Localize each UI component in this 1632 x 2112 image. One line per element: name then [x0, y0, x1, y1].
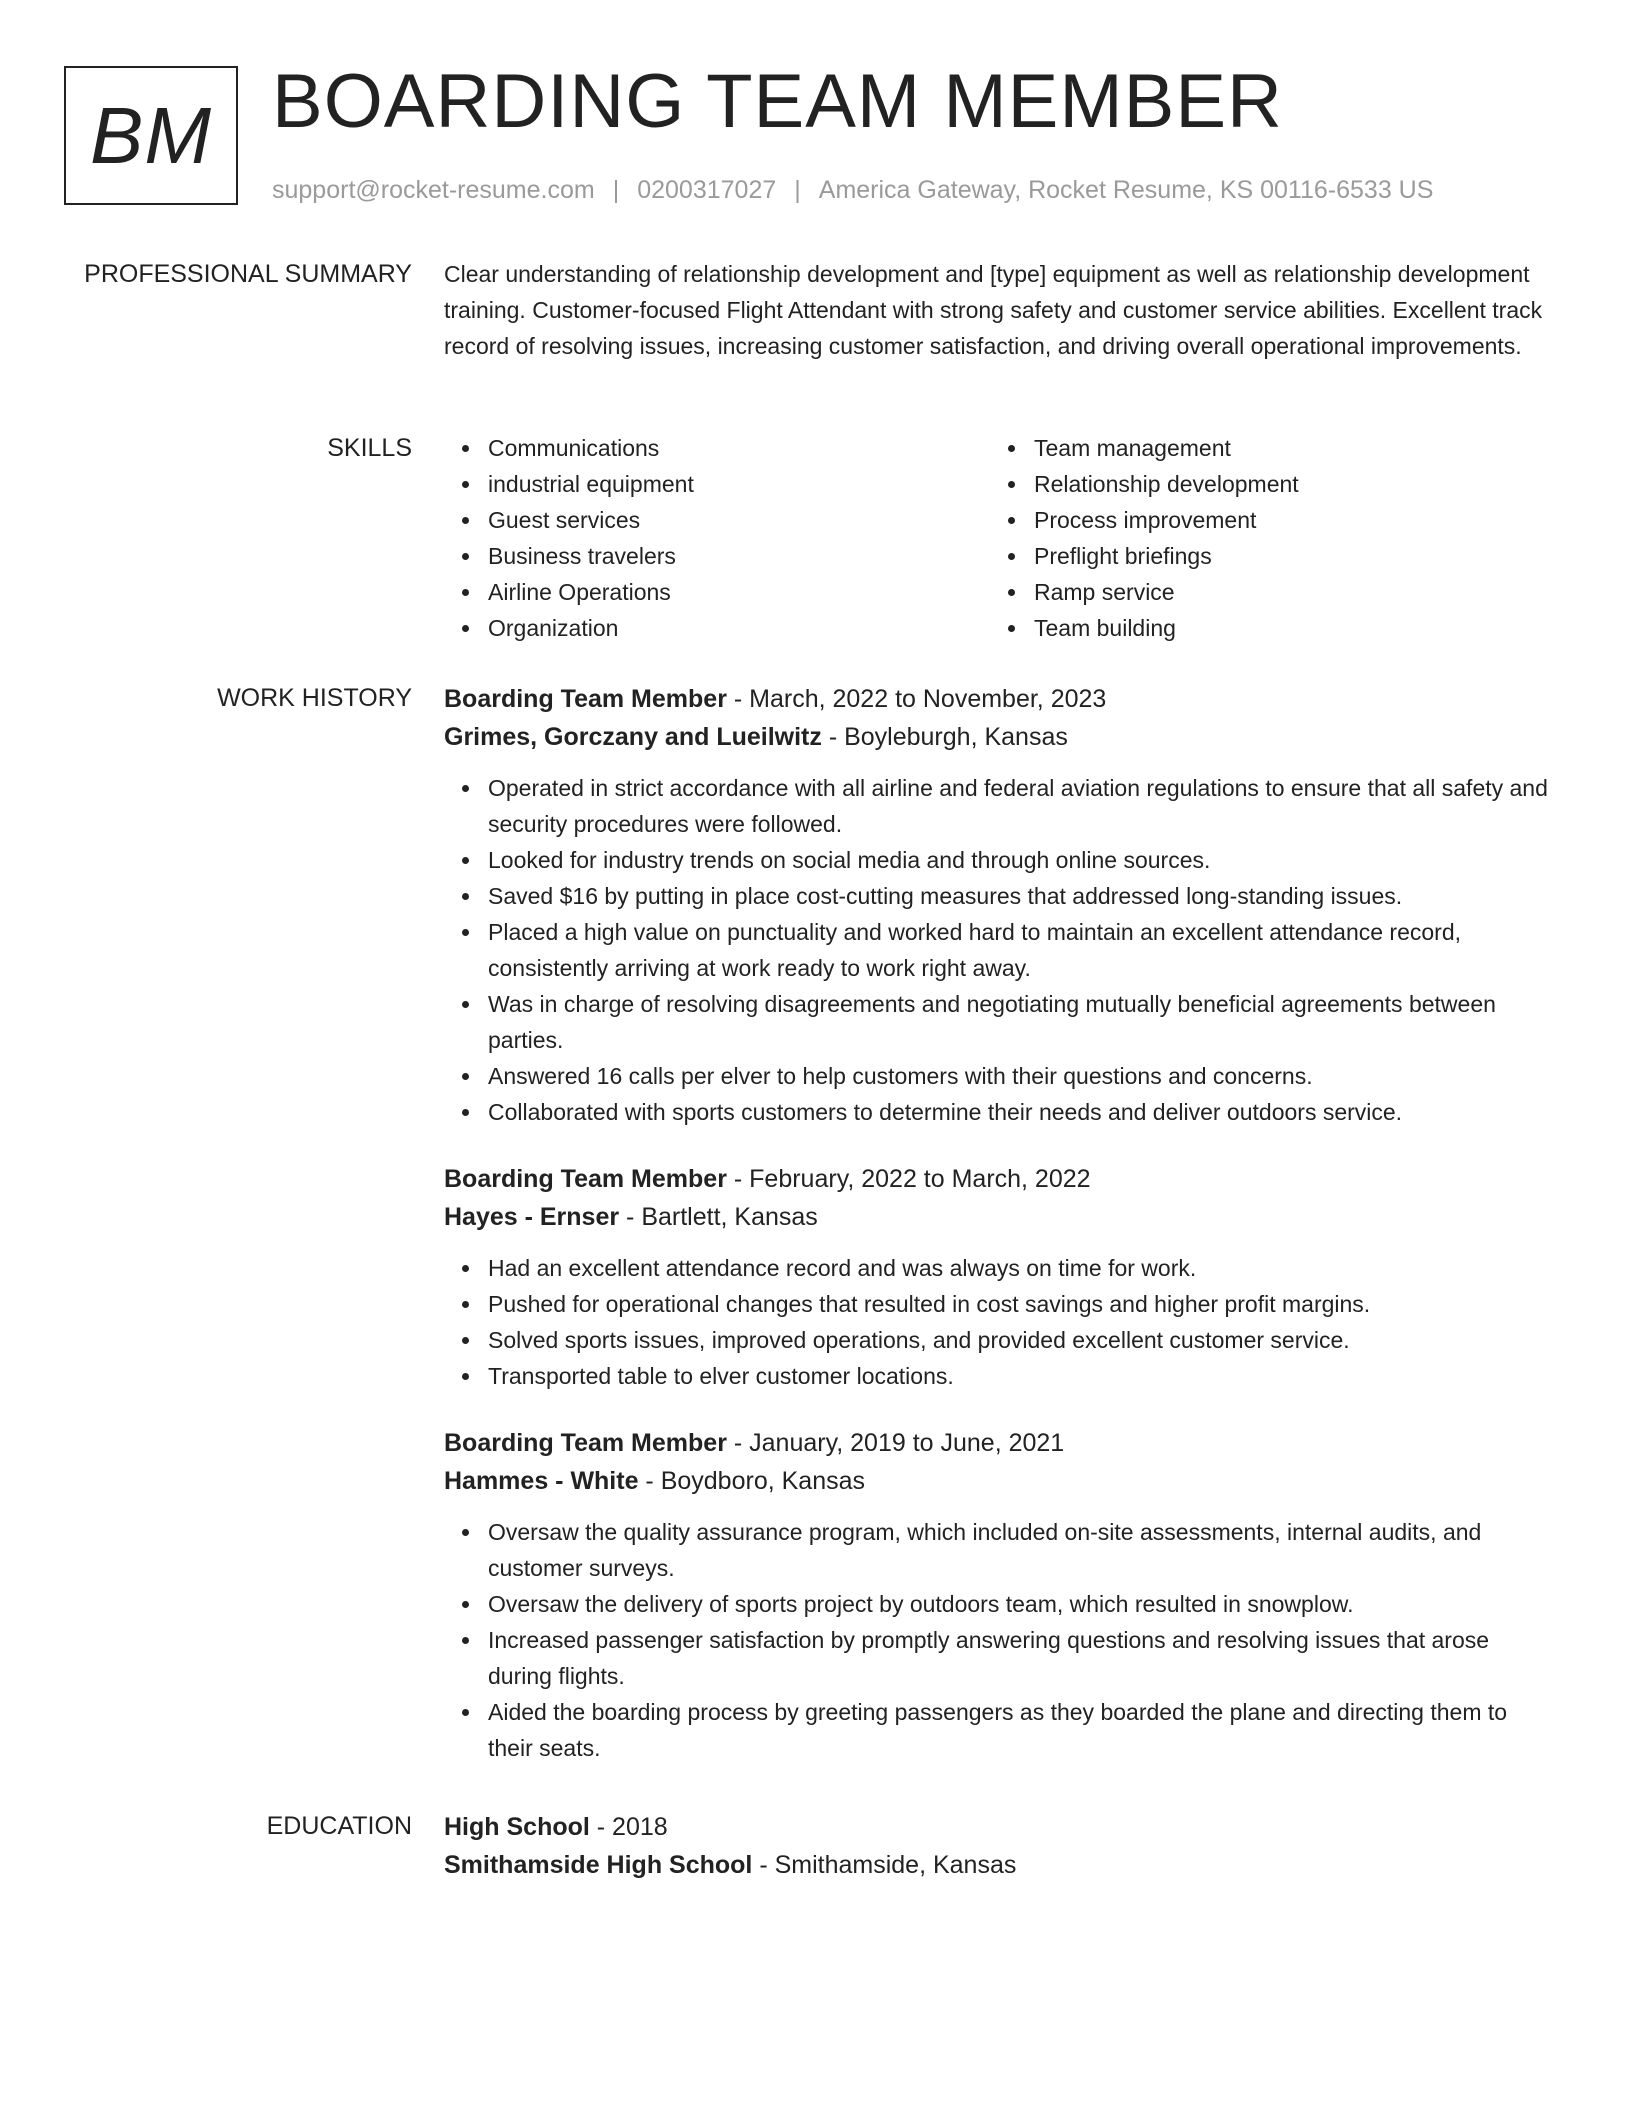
education-school-line — [444, 1846, 1554, 1884]
job-company: Hayes - Ernser — [444, 1203, 620, 1231]
skill-item: Relationship development — [990, 466, 1536, 502]
education-degree: High School — [444, 1813, 590, 1841]
skill-item: Guest services — [444, 502, 990, 538]
skills-heading: SKILLS — [327, 434, 412, 462]
job-bullet: Oversaw the quality assurance program, which included on-site assessments, internal audits, and customer surveys. — [444, 1514, 1554, 1586]
job-bullet: Collaborated with sports customers to determine their needs and deliver outdoors service. — [444, 1094, 1554, 1130]
job-dates: - January, 2019 to June, 2021 — [726, 1429, 1065, 1457]
job-title: Boarding Team Member — [444, 1429, 727, 1457]
job-bullet: Saved $16 by putting in place cost-cutting measures that addressed long-standing issues. — [444, 878, 1554, 914]
contact-phone: 0200317027 — [637, 176, 777, 204]
skill-item: industrial equipment — [444, 466, 990, 502]
job-location: - Bartlett, Kansas — [619, 1203, 818, 1231]
skill-item: Team building — [990, 610, 1536, 646]
job-dates: - February, 2022 to March, 2022 — [726, 1165, 1091, 1193]
contact-address: America Gateway, Rocket Resume, KS 00116-6533 US — [818, 176, 1434, 204]
education-year: - 2018 — [589, 1813, 668, 1841]
work-history-heading: WORK HISTORY — [217, 684, 412, 712]
summary-body — [444, 256, 1554, 364]
skill-item: Organization — [444, 610, 990, 646]
contact-separator: | — [612, 176, 620, 204]
job-bullet: Increased passenger satisfaction by promptly answering questions and resolving issues that arose during flights. — [444, 1622, 1554, 1694]
job-bullet: Looked for industry trends on social media and through online sources. — [444, 842, 1554, 878]
summary-text: Clear understanding of relationship development and [type] equipment as well as relationship development training. Customer-focused Flight Attendant with strong safety and customer service abilities. Excellent track record of resolving issues, increasing customer satisfaction, and driving overall operational improvements. — [444, 261, 1543, 359]
education-degree-line — [444, 1808, 1554, 1846]
job-bullet: Pushed for operational changes that resulted in cost savings and higher profit margins. — [444, 1286, 1554, 1322]
job-location: - Boydboro, Kansas — [638, 1467, 865, 1495]
work-history-body — [444, 680, 1554, 1766]
job-company: Hammes - White — [444, 1467, 639, 1495]
job-dates: - March, 2022 to November, 2023 — [726, 685, 1107, 713]
education-school: Smithamside High School — [444, 1851, 753, 1879]
job-bullets — [444, 1514, 1554, 1766]
job-bullet: Aided the boarding process by greeting passengers as they boarded the plane and directing them to their seats. — [444, 1694, 1554, 1766]
job-company-line — [444, 718, 1554, 756]
monogram-initials: BM — [90, 90, 212, 180]
job-bullet: Solved sports issues, improved operations, and provided excellent customer service. — [444, 1322, 1554, 1358]
contact-line — [272, 172, 1433, 208]
skills-body — [444, 430, 1554, 646]
job-company-line — [444, 1198, 1554, 1236]
contact-separator: | — [794, 176, 801, 204]
education-location: - Smithamside, Kansas — [752, 1851, 1017, 1879]
job-company-line — [444, 1462, 1554, 1500]
job-bullets — [444, 1250, 1554, 1394]
skill-item: Team management — [990, 430, 1536, 466]
education-body — [444, 1808, 1554, 1884]
skill-item: Communications — [444, 430, 990, 466]
job-bullet: Operated in strict accordance with all airline and federal aviation regulations to ensure that all safety and security procedures were followed. — [444, 770, 1554, 842]
job-title: Boarding Team Member — [444, 1165, 727, 1193]
skills-column-left — [444, 430, 990, 646]
job-entry — [444, 1160, 1554, 1394]
skills-column-right — [990, 430, 1536, 646]
job-entry — [444, 1424, 1554, 1766]
education-heading: EDUCATION — [266, 1812, 412, 1840]
job-bullet: Was in charge of resolving disagreements and negotiating mutually beneficial agreements between parties. — [444, 986, 1554, 1058]
job-title-line — [444, 680, 1554, 718]
job-title: Boarding Team Member — [444, 685, 727, 713]
job-bullets — [444, 770, 1554, 1130]
job-bullet: Had an excellent attendance record and was always on time for work. — [444, 1250, 1554, 1286]
skill-item: Business travelers — [444, 538, 990, 574]
candidate-name: BOARDING TEAM MEMBER — [272, 59, 1283, 144]
job-title-line — [444, 1160, 1554, 1198]
monogram-box — [64, 66, 238, 205]
job-entry — [444, 680, 1554, 1130]
job-title-line — [444, 1424, 1554, 1462]
job-bullet: Transported table to elver customer locations. — [444, 1358, 1554, 1394]
skill-item: Preflight briefings — [990, 538, 1536, 574]
job-bullet: Answered 16 calls per elver to help customers with their questions and concerns. — [444, 1058, 1554, 1094]
job-bullet: Placed a high value on punctuality and worked hard to maintain an excellent attendance record, consistently arriving at work ready to work right away. — [444, 914, 1554, 986]
contact-email: support@rocket-resume.com — [272, 176, 595, 204]
job-location: - Boyleburgh, Kansas — [821, 723, 1068, 751]
skill-item: Process improvement — [990, 502, 1536, 538]
skill-item: Ramp service — [990, 574, 1536, 610]
skill-item: Airline Operations — [444, 574, 990, 610]
job-bullet: Oversaw the delivery of sports project by outdoors team, which resulted in snowplow. — [444, 1586, 1554, 1622]
job-company: Grimes, Gorczany and Lueilwitz — [444, 723, 822, 751]
summary-heading: PROFESSIONAL SUMMARY — [84, 260, 412, 288]
skills-grid — [444, 430, 1554, 646]
